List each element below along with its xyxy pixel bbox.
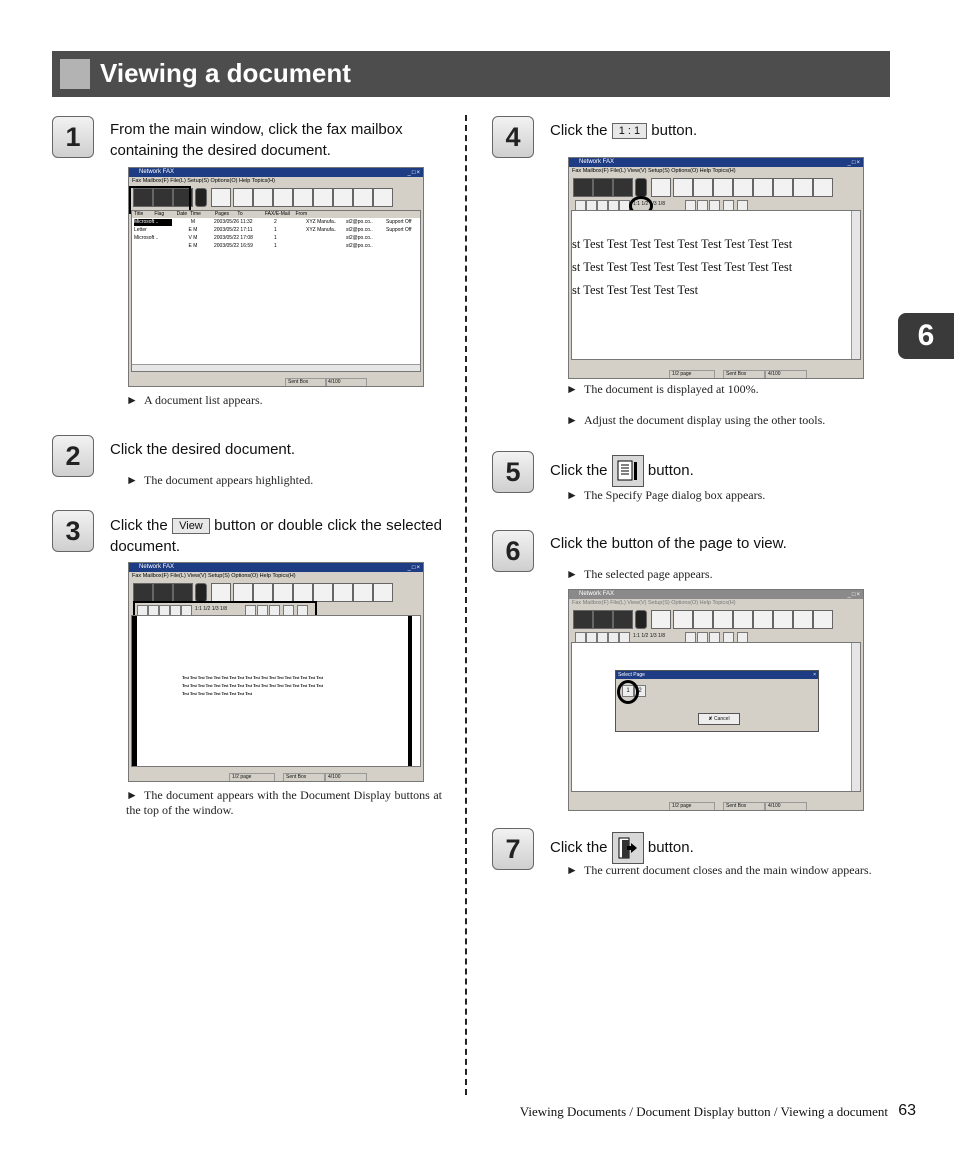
- col-time: Time: [189, 211, 201, 217]
- step-text: Click the desired document.: [110, 441, 296, 458]
- view-window-screenshot: [128, 562, 424, 782]
- test-line: Test Test Test Test Test Test Test Test Test Test Test Test Test Test Test Test Test Test: [182, 683, 324, 688]
- step-text-pre: Click the: [550, 122, 608, 139]
- page-edge: [132, 616, 137, 766]
- cell-date: 2003/05/22 17:08: [214, 235, 253, 241]
- cell-pages: 1: [274, 243, 277, 249]
- zoom-1-8: 1/8: [658, 201, 665, 207]
- cell-title: Microsoft ..: [134, 219, 172, 226]
- status-bar: [569, 369, 863, 378]
- note-text: The selected page appears.: [584, 567, 713, 581]
- zoom-1-1: 1:1: [195, 606, 202, 612]
- mail-icon: [651, 178, 671, 197]
- tools-icon: [813, 178, 833, 197]
- status-count: 4/100: [765, 802, 807, 811]
- toolbar: [569, 607, 863, 631]
- note-text: The document appears with the Document Display buttons at the top of the window.: [126, 788, 442, 817]
- step-number: 5: [492, 451, 534, 493]
- window-title: Network FAX: [139, 564, 175, 570]
- section-header: [52, 51, 890, 97]
- step-text-post: button.: [651, 122, 698, 139]
- cancel-label: Cancel: [714, 716, 730, 722]
- window-titlebar: [129, 168, 423, 177]
- outbox-icon: [573, 178, 593, 197]
- document-pane: [131, 615, 421, 767]
- sent-icon: [173, 583, 193, 602]
- menu-bar: Fax Mailbox(F) File(L) View(V) Setup(S) Options(O) Help Topics(H): [572, 600, 736, 606]
- step-text-post: button.: [647, 461, 694, 479]
- document-preview-text: [182, 674, 323, 698]
- email-icon: [313, 188, 333, 207]
- addr-icon: [353, 188, 373, 207]
- main-window-screenshot: [128, 167, 424, 387]
- zoom-1-8: 1/8: [658, 633, 665, 639]
- cell-to: XYZ Manufa..: [306, 219, 337, 225]
- cell-fax: st2@po.co..: [346, 227, 373, 233]
- cell-pages: 2: [274, 219, 277, 225]
- select-page-window-screenshot: [568, 589, 864, 811]
- window-controls: _□×: [847, 592, 861, 598]
- trash-icon: [195, 188, 207, 207]
- column-divider: [465, 115, 467, 1095]
- window-controls: _□×: [407, 565, 421, 571]
- step-number: 4: [492, 116, 534, 158]
- cell-fax: st2@po.co..: [346, 219, 373, 225]
- step-number: 1: [52, 116, 94, 158]
- cell-pages: 1: [274, 227, 277, 233]
- email-icon: [313, 583, 333, 602]
- cell-date: 2003/05/22 16:59: [214, 243, 253, 249]
- addr-icon: [353, 583, 373, 602]
- header-square-icon: [60, 59, 90, 89]
- zoom-1-2: 1/2: [203, 606, 211, 612]
- arrow-icon: ►: [566, 863, 578, 877]
- note-text: The document appears highlighted.: [144, 473, 314, 487]
- zoom-buttons: [633, 633, 665, 639]
- arrow-icon: ►: [126, 473, 138, 487]
- step-note: [566, 413, 825, 428]
- sent-icon: [613, 178, 633, 197]
- prefs-icon: [273, 188, 293, 207]
- page-number: 63: [898, 1102, 916, 1119]
- window-controls: _□×: [407, 170, 421, 176]
- prefs-icon: [713, 178, 733, 197]
- outbox-icon: [573, 610, 593, 629]
- status-sent: Sent Box: [723, 802, 765, 811]
- status-count: 4/100: [325, 773, 367, 782]
- status-page: 1/2 page: [669, 802, 715, 811]
- menu-bar: Fax Mailbox(F) File(L) View(V) Setup(S) Options(O) Help Topics(H): [132, 573, 296, 579]
- note-text: The current document closes and the main window appears.: [584, 863, 872, 877]
- sent-icon: [613, 610, 633, 629]
- col-to: To: [237, 211, 243, 217]
- addr-icon: [793, 178, 813, 197]
- col-flag: Flag: [154, 211, 165, 217]
- status-bar: [129, 772, 423, 781]
- sign-icon: [333, 188, 353, 207]
- toolbar: [569, 175, 863, 199]
- menu-bar: Fax Mailbox(F) File(L) Setup(S) Options(O) Help Topics(H): [132, 178, 275, 184]
- trash-icon: [635, 178, 647, 197]
- zoom-1-8: 1/8: [220, 606, 227, 612]
- step-note: [126, 788, 442, 818]
- window-titlebar: [129, 563, 423, 572]
- status-page: 1/2 page: [229, 773, 275, 782]
- tools-icon: [373, 583, 393, 602]
- window-title: Network FAX: [579, 159, 615, 165]
- cell-from: Support Off: [386, 219, 412, 225]
- zoom-window-screenshot: [568, 157, 864, 379]
- select-page-dialog: [615, 670, 819, 732]
- note-text: The Specify Page dialog box appears.: [584, 488, 766, 502]
- email-icon: [753, 178, 773, 197]
- document-text: [572, 233, 792, 302]
- window-title: Network FAX: [139, 169, 175, 175]
- cell-flag: E M: [188, 227, 198, 233]
- sign-icon: [773, 178, 793, 197]
- dialog-close-icon[interactable]: ×: [813, 672, 816, 678]
- arrow-icon: ►: [566, 413, 578, 427]
- step-number: 2: [52, 435, 94, 477]
- note-text: The document is displayed at 100%.: [584, 382, 759, 396]
- tools-icon: [813, 610, 833, 629]
- edit-icon: [253, 188, 273, 207]
- step-note: [566, 382, 759, 397]
- step-text-pre: Click the: [550, 838, 608, 856]
- cell-pages: 1: [274, 235, 277, 241]
- test-line: st Test Test Test Test Test Test Test Test Test: [572, 237, 793, 251]
- chapter-tab: 6: [898, 313, 954, 359]
- cell-flag: E M: [188, 243, 198, 249]
- close-document-button-icon: [612, 832, 644, 864]
- inbox-icon: [593, 178, 613, 197]
- mail-icon: [211, 583, 231, 602]
- status-sent: Sent Box: [283, 773, 325, 782]
- sign-icon: [333, 583, 353, 602]
- outbox-icon: [133, 583, 153, 602]
- view-icon: [673, 610, 693, 629]
- step-note: [126, 473, 313, 488]
- page-button-circle: [617, 680, 639, 704]
- status-sent: Sent Box: [723, 370, 765, 379]
- step-note: [566, 567, 713, 582]
- step-text: [550, 832, 694, 864]
- view-icon: [233, 188, 253, 207]
- step-text: [110, 515, 442, 557]
- horizontal-scrollbar[interactable]: [132, 364, 420, 371]
- view-icon: [233, 583, 253, 602]
- window-titlebar: [569, 590, 863, 599]
- step-text: [550, 120, 697, 141]
- cell-flag: M: [190, 219, 196, 225]
- step-text: [550, 455, 694, 487]
- table-row[interactable]: [134, 219, 411, 226]
- arrow-icon: ►: [126, 393, 138, 407]
- specify-page-button-icon: [612, 455, 644, 487]
- step-text-post: button or double click the selected document.: [110, 517, 442, 555]
- cell-date: 2003/05/22 17:11: [214, 227, 253, 233]
- cancel-button[interactable]: [698, 713, 740, 725]
- cancel-icon: ✘: [708, 716, 713, 722]
- table-row[interactable]: [134, 243, 386, 250]
- status-page: 1/2 page: [669, 370, 715, 379]
- edit-icon: [253, 583, 273, 602]
- cell-title: Microsoft ..: [134, 235, 159, 241]
- cell-fax: st2@po.co..: [346, 243, 373, 249]
- arrow-icon: ►: [566, 382, 578, 396]
- zoom-1-3: 1/3: [649, 201, 657, 207]
- sign-icon: [773, 610, 793, 629]
- status-sent: Sent Box: [285, 378, 327, 387]
- col-pages: Pages: [214, 211, 230, 217]
- zoom-1-2: 1/2: [641, 201, 649, 207]
- page-1-button[interactable]: 1: [622, 685, 634, 697]
- col-title: Title: [134, 211, 144, 217]
- col-from: From: [295, 211, 308, 217]
- col-fax: FAX/E-Mail: [264, 211, 290, 217]
- page-edge: [408, 616, 412, 766]
- view-button-label: View: [172, 518, 210, 534]
- document-pane: [571, 210, 861, 360]
- mail-icon: [651, 610, 671, 629]
- page-title: Viewing a document: [100, 58, 351, 88]
- zoom-1-2: 1/2: [641, 633, 649, 639]
- zoom-1-3: 1/3: [649, 633, 657, 639]
- test-line: Test Test Test Test Test Test Test Test Test: [182, 691, 253, 696]
- view-icon: [673, 178, 693, 197]
- note-text: A document list appears.: [144, 393, 263, 407]
- test-line: st Test Test Test Test Test: [572, 283, 699, 297]
- cell-from: Support Off: [386, 227, 412, 233]
- forward-icon: [293, 188, 313, 207]
- cell-fax: st2@po.co..: [346, 235, 373, 241]
- zoom-1-3: 1/3: [211, 606, 219, 612]
- tools-icon: [373, 188, 393, 207]
- step-text: Click the button of the page to view.: [550, 535, 787, 552]
- step-number: 6: [492, 530, 534, 572]
- forward-icon: [293, 583, 313, 602]
- test-line: st Test Test Test Test Test Test Test Test Test: [572, 260, 793, 274]
- status-bar: [129, 377, 423, 386]
- step-text-pre: Click the: [550, 461, 608, 479]
- addr-icon: [793, 610, 813, 629]
- prefs-icon: [273, 583, 293, 602]
- step-note: [126, 393, 263, 408]
- list-header: [132, 211, 420, 218]
- status-count: 4/100: [765, 370, 807, 379]
- forward-icon: [733, 610, 753, 629]
- arrow-icon: ►: [566, 567, 578, 581]
- table-row[interactable]: [134, 227, 411, 234]
- window-title: Network FAX: [579, 591, 615, 597]
- cell-date: 2003/05/26 11:32: [214, 219, 253, 225]
- dialog-titlebar: [616, 671, 818, 679]
- zoom-1-1: 1:1: [633, 633, 640, 639]
- vertical-scrollbar[interactable]: [851, 643, 860, 791]
- status-bar: [569, 801, 863, 810]
- step-text-pre: Click the: [110, 517, 168, 534]
- step-text-post: button.: [647, 838, 694, 856]
- cell-flag: V M: [188, 235, 198, 241]
- trash-icon: [195, 583, 207, 602]
- step-note: [566, 488, 765, 503]
- table-row[interactable]: [134, 235, 386, 242]
- edit-icon: [693, 610, 713, 629]
- step-text: From the main window, click the fax mailbox containing the desired document.: [110, 121, 403, 159]
- menu-bar: Fax Mailbox(F) File(L) View(V) Setup(S) Options(O) Help Topics(H): [572, 168, 736, 174]
- arrow-icon: ►: [566, 488, 578, 502]
- footer-breadcrumb: Viewing Documents / Document Display button / Viewing a document: [519, 1104, 888, 1119]
- window-controls: _□×: [847, 160, 861, 166]
- inbox-icon: [593, 610, 613, 629]
- step-number: 3: [52, 510, 94, 552]
- col-date: Date: [176, 211, 188, 217]
- email-icon: [753, 610, 773, 629]
- edit-icon: [693, 178, 713, 197]
- cell-title: Letter: [134, 227, 147, 233]
- status-count: 4/100: [325, 378, 367, 387]
- zoom-1-1: 1:1: [633, 201, 640, 207]
- document-list: [131, 210, 421, 372]
- page-2-button[interactable]: 2: [634, 685, 646, 697]
- step-note: [566, 863, 880, 878]
- prefs-icon: [713, 610, 733, 629]
- cell-to: XYZ Manufa..: [306, 227, 337, 233]
- zoom-1-1-button-label: 1 : 1: [612, 123, 647, 139]
- test-line: Test Test Test Test Test Test Test Test Test Test Test Test Test Test Test Test Test Test: [182, 675, 324, 680]
- vertical-scrollbar[interactable]: [851, 211, 860, 359]
- note-text: Adjust the document display using the other tools.: [584, 413, 826, 427]
- step-number: 7: [492, 828, 534, 870]
- forward-icon: [733, 178, 753, 197]
- arrow-icon: ►: [126, 788, 138, 802]
- mail-icon: [211, 188, 231, 207]
- inbox-icon: [153, 583, 173, 602]
- dialog-title: Select Page: [618, 672, 645, 678]
- window-titlebar: [569, 158, 863, 167]
- trash-icon: [635, 610, 647, 629]
